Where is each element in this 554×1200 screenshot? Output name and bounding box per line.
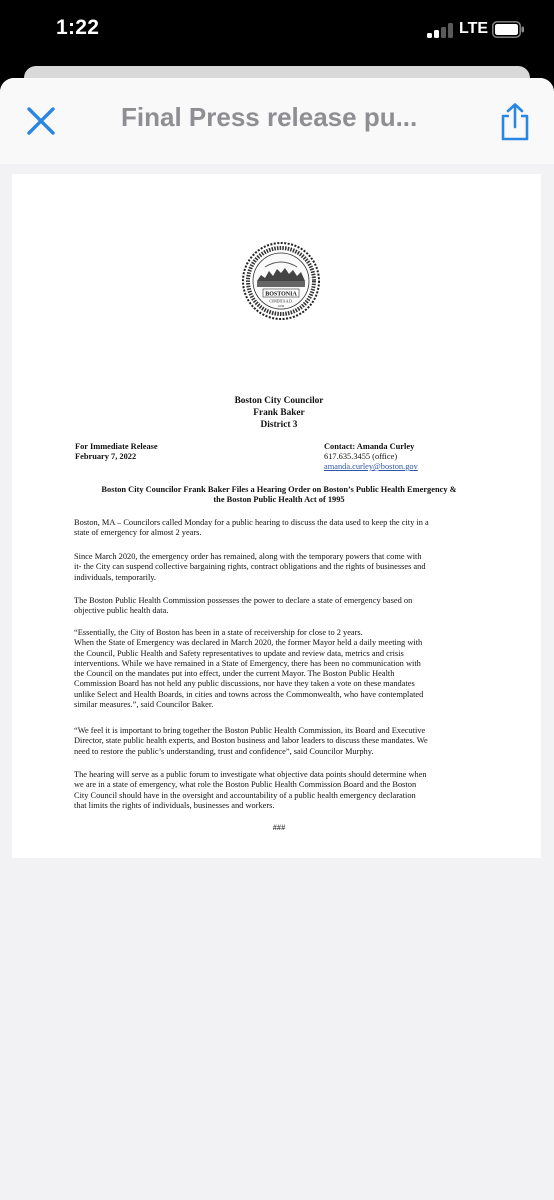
nav-bar <box>0 78 554 164</box>
paragraph-line: When the State of Emergency was declared in March 2020, the former Mayor held a daily meeting with <box>74 638 423 648</box>
councilor-title: Boston City Councilor <box>234 396 324 406</box>
paragraph-5 <box>74 726 484 757</box>
paragraph-1 <box>74 518 484 539</box>
svg-text:BOSTONIA: BOSTONIA <box>265 291 297 298</box>
paragraph-line: the Council, Public Health and Safety representatives to update and review data, metrics and crisis <box>74 648 404 658</box>
paragraph-line: The Boston Public Health Commission possesses the power to declare a state of emergency based on <box>74 596 413 605</box>
paragraph-4 <box>74 628 484 710</box>
battery-icon <box>492 21 525 38</box>
end-mark: ### <box>272 823 286 832</box>
document-page[interactable] <box>12 174 541 858</box>
headline <box>74 485 484 505</box>
paragraph-line: individuals, temporarily. <box>74 572 157 582</box>
status-time: 1:22 <box>56 16 100 39</box>
paragraph-line: we are in a state of emergency, what role the Boston Public Health Commission Board and the Boston <box>74 780 417 790</box>
headline-line-2: the Boston Public Health Act of 1995 <box>213 495 345 504</box>
district-label: District 3 <box>260 420 298 430</box>
paragraph-line: that limits the rights of individuals, businesses and workers. <box>74 800 275 810</box>
document-viewer-sheet <box>0 78 554 1200</box>
paragraph-3 <box>74 596 484 617</box>
paragraph-line: interventions. While we have remained in a State of Emergency, there has been no communication with <box>74 658 421 668</box>
paragraph-line: City Council should have in the oversight and accountability of a public health emergency declaration <box>74 790 416 800</box>
headline-line-1: Boston City Councilor Frank Baker Files a Hearing Order on Boston’s Public Health Emergency & <box>101 485 457 494</box>
paragraph-line: Boston, MA – Councilors called Monday for a public hearing to discuss the data used to keep the city in a <box>74 518 429 527</box>
paragraph-line: Since March 2020, the emergency order has remained, along with the temporary powers that come with <box>74 552 422 561</box>
paragraph-line: objective public health data. <box>74 606 169 616</box>
boston-city-seal-icon <box>241 241 321 321</box>
status-bar <box>0 0 554 64</box>
svg-text:CONDITA A.D.: CONDITA A.D. <box>269 299 293 304</box>
paragraph-line: Director, state public health experts, and Boston business and labor leaders to discuss these mandates. We <box>74 736 428 746</box>
paragraph-line: Commission Board has not held any public discussions, nor have they taken a vote on these mandates <box>74 679 415 689</box>
network-label: LTE <box>459 20 489 37</box>
paragraph-line: similar measures.”, said Councilor Baker. <box>74 700 214 710</box>
release-date: February 7, 2022 <box>75 452 137 461</box>
document-title: Final Press release pu... <box>121 102 418 132</box>
paragraph-line: The hearing will serve as a public forum to investigate what objective data points should determine when <box>74 770 427 779</box>
share-icon[interactable] <box>498 102 532 142</box>
contact-label: Contact: Amanda Curley <box>324 442 415 451</box>
paragraph-line: it- the City can suspend collective bargaining rights, contract obligations and the rights of businesses and <box>74 562 426 572</box>
paragraph-line: “We feel it is important to bring together the Boston Public Health Commission, its Board and Executive <box>74 726 426 735</box>
councilor-name: Frank Baker <box>253 408 305 418</box>
cellular-signal-icon <box>427 22 457 38</box>
paragraph-2 <box>74 552 484 583</box>
paragraph-line: “Essentially, the City of Boston has been in a state of receivership for close to 2 years. <box>74 628 363 637</box>
paragraph-6 <box>74 770 484 811</box>
paragraph-line: unlike Select and Health Boards, in cities and towns across the Commonwealth, who have contemplated <box>74 689 424 699</box>
contact-email-link[interactable]: amanda.curley@boston.gov <box>324 462 418 471</box>
close-icon[interactable] <box>25 105 57 137</box>
contact-info <box>324 442 418 472</box>
release-label: For Immediate Release <box>75 442 158 451</box>
contact-phone: 617.635.3455 (office) <box>324 452 398 461</box>
svg-text:1630: 1630 <box>277 304 285 308</box>
paragraph-line: need to restore the public’s understanding, trust and confidence”, said Councilor Murphy. <box>74 746 374 756</box>
paragraph-line: state of emergency for almost 2 years. <box>74 528 202 538</box>
paragraph-line: the Council on the mandates put into effect, under the current Mayor. The Boston Public Health <box>74 669 395 679</box>
release-info <box>75 442 158 462</box>
